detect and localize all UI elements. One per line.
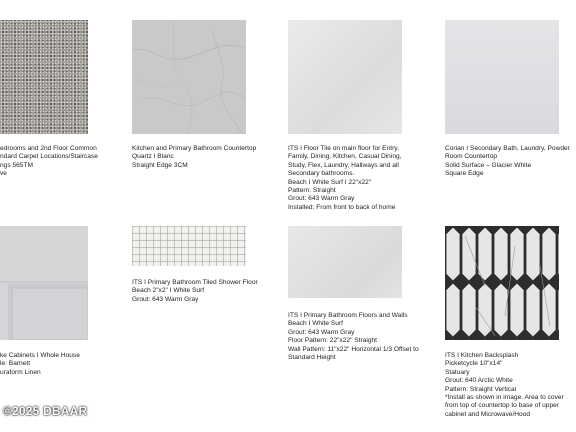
caption-line: Grout: 643 Warm Gray <box>288 195 355 203</box>
caption-line: ITS I Floor Tile on main floor for Entry, <box>288 145 399 152</box>
caption-line: ITS I Primary Bathroom Floors and Walls <box>288 312 408 319</box>
backsplash-caption <box>445 352 564 419</box>
caption-line: Beach I White Surf I 22"x22" <box>288 178 372 186</box>
caption-line: Wall Pattern: 11"x22" Horizontal 1/3 Offset to <box>288 345 419 353</box>
caption-line: ke Cabinets I Whole House <box>0 352 80 359</box>
cabinet-swatch-image <box>0 226 88 340</box>
caption-line: Straight Edge 3CM <box>132 161 188 169</box>
quartz-countertop-swatch-image <box>132 20 246 134</box>
shower-floor-caption <box>132 279 258 304</box>
quartz-countertop-caption <box>132 145 256 170</box>
caption-line: le: Barnett <box>0 360 31 368</box>
caption-line: Grout: 643 Warm Gray <box>288 328 355 336</box>
caption-line: Solid Surface – Glacier White <box>445 161 532 169</box>
caption-line: Room Countertop <box>445 153 498 161</box>
caption-line: ngs 565TM <box>0 161 33 169</box>
caption-line: uraform Linen <box>0 368 41 376</box>
carpet-caption <box>0 145 98 179</box>
caption-line: cabinet and Microwave/Hood <box>445 410 531 418</box>
caption-line: Beach I White Surf <box>288 320 343 328</box>
caption-line: Kitchen and Primary Bathroom Countertop <box>132 145 257 152</box>
cabinet-door-panel <box>0 226 88 340</box>
caption-line: edrooms and 2nd Floor Common <box>0 145 97 152</box>
caption-line: Grout: 640 Arctic White <box>445 377 513 385</box>
caption-line: from top of countertop to base of upper <box>445 402 559 410</box>
corian-swatch-image <box>445 20 559 134</box>
picket-tile-pattern <box>445 226 559 340</box>
caption-line: ITS I Primary Bathroom Tiled Shower Floor <box>132 279 258 286</box>
caption-line: Floor Pattern: 22"x22" Straight <box>288 337 377 345</box>
caption-line: Grout: 643 Warm Gray <box>132 295 199 303</box>
carpet-swatch-image <box>0 20 88 134</box>
caption-line: Family, Dining, Kitchen, Casual Dining, <box>288 153 402 161</box>
caption-line: ndard Carpet Locations/Staircase <box>0 153 98 161</box>
caption-line: ITS I Kitchen Backsplash <box>445 352 519 359</box>
caption-line: Quartz I Blanc <box>132 153 174 161</box>
caption-line: Picketcycle 10"x14" <box>445 360 503 368</box>
caption-line: Secondary bathrooms. <box>288 170 355 178</box>
cabinet-caption <box>0 352 80 377</box>
corian-caption <box>445 145 570 179</box>
caption-line: Beach 2"x2" I White Surf <box>132 287 205 295</box>
caption-line: Pattern: Straight <box>288 187 336 195</box>
copyright-watermark: ©2025 DBAAR <box>3 404 88 418</box>
floor-tile-caption <box>288 145 401 212</box>
caption-line: Corian I Secondary Bath, Laundry, Powder <box>445 145 570 152</box>
shower-floor-mosaic-swatch-image <box>132 226 246 266</box>
caption-line: Square Edge <box>445 170 484 178</box>
bathroom-floor-tile-swatch-image <box>288 226 402 298</box>
caption-line: Statuary <box>445 368 470 376</box>
caption-line: Standard Height <box>288 354 336 362</box>
caption-line: *Install as shown in image. Area to cover <box>445 394 564 402</box>
picketcycle-backsplash-swatch-image <box>445 226 559 340</box>
caption-line: Study, Flex, Laundry, Hallways and all <box>288 161 399 169</box>
bathroom-floor-caption <box>288 312 419 362</box>
caption-line: Installed: From front to back of home <box>288 203 396 211</box>
caption-line: ve <box>0 170 7 178</box>
quartz-veining <box>132 20 246 134</box>
floor-tile-swatch-image <box>288 20 402 134</box>
caption-line: Pattern: Straight Vertical <box>445 385 517 393</box>
